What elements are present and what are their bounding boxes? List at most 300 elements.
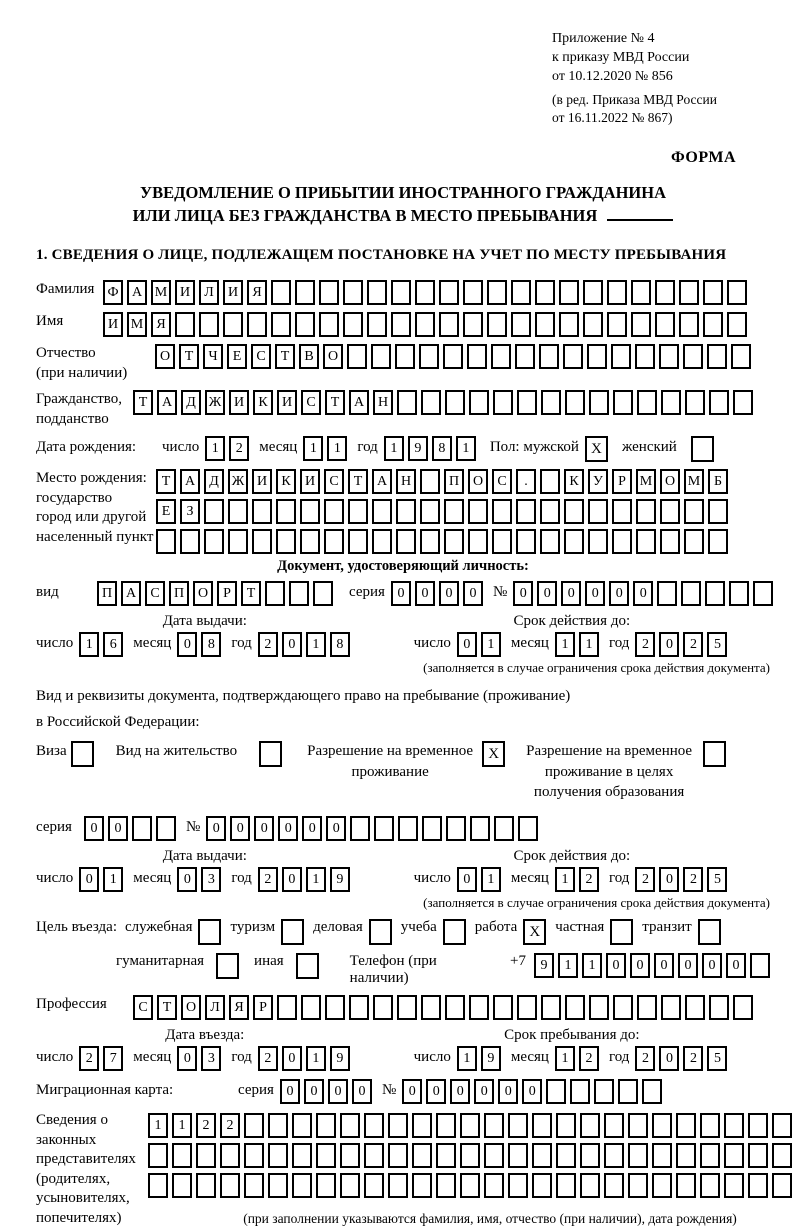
char-cell[interactable]: 2 <box>196 1113 216 1138</box>
char-cell[interactable] <box>204 529 224 554</box>
char-cell[interactable]: 0 <box>630 953 650 978</box>
char-cell[interactable] <box>340 1173 360 1198</box>
char-cell[interactable] <box>412 1113 432 1138</box>
char-cell[interactable] <box>446 816 466 841</box>
char-cell[interactable]: Е <box>156 499 176 524</box>
char-cell[interactable] <box>199 312 219 337</box>
char-cell[interactable] <box>563 344 583 369</box>
char-cell[interactable]: 9 <box>330 1046 350 1071</box>
char-cell[interactable]: 0 <box>84 816 104 841</box>
char-cell[interactable] <box>487 280 507 305</box>
char-cell[interactable] <box>580 1113 600 1138</box>
char-cell[interactable] <box>367 280 387 305</box>
char-cell[interactable]: Р <box>217 581 237 606</box>
char-cell[interactable] <box>642 1079 662 1104</box>
char-cell[interactable] <box>460 1143 480 1168</box>
purpose-work-checkbox[interactable]: X <box>523 919 546 945</box>
char-cell[interactable]: 1 <box>579 632 599 657</box>
char-cell[interactable]: 2 <box>579 867 599 892</box>
char-cell[interactable] <box>661 995 681 1020</box>
char-cell[interactable]: 1 <box>148 1113 168 1138</box>
char-cell[interactable] <box>676 1143 696 1168</box>
char-cell[interactable]: 0 <box>659 1046 679 1071</box>
char-cell[interactable] <box>583 280 603 305</box>
char-cell[interactable] <box>324 499 344 524</box>
char-cell[interactable] <box>463 280 483 305</box>
char-cell[interactable] <box>607 312 627 337</box>
char-cell[interactable]: 0 <box>206 816 226 841</box>
char-cell[interactable]: 2 <box>635 867 655 892</box>
char-cell[interactable]: 1 <box>306 1046 326 1071</box>
char-cell[interactable] <box>271 280 291 305</box>
char-cell[interactable]: Е <box>227 344 247 369</box>
char-cell[interactable]: 0 <box>678 953 698 978</box>
char-cell[interactable]: 2 <box>635 1046 655 1071</box>
char-cell[interactable]: 6 <box>103 632 123 657</box>
char-cell[interactable] <box>244 1143 264 1168</box>
temp-residence-edu-checkbox[interactable] <box>703 741 726 767</box>
char-cell[interactable]: П <box>169 581 189 606</box>
char-cell[interactable] <box>516 499 536 524</box>
char-cell[interactable]: Л <box>205 995 225 1020</box>
char-cell[interactable] <box>589 995 609 1020</box>
char-cell[interactable]: К <box>564 469 584 494</box>
char-cell[interactable]: К <box>253 390 273 415</box>
char-cell[interactable]: 0 <box>415 581 435 606</box>
residence-permit-checkbox[interactable] <box>259 741 282 767</box>
char-cell[interactable] <box>364 1143 384 1168</box>
char-cell[interactable] <box>268 1173 288 1198</box>
char-cell[interactable]: С <box>301 390 321 415</box>
char-cell[interactable]: Т <box>275 344 295 369</box>
char-cell[interactable] <box>724 1113 744 1138</box>
char-cell[interactable] <box>300 499 320 524</box>
char-cell[interactable] <box>540 469 560 494</box>
char-cell[interactable] <box>659 344 679 369</box>
char-cell[interactable] <box>180 529 200 554</box>
char-cell[interactable] <box>493 390 513 415</box>
char-cell[interactable] <box>319 312 339 337</box>
char-cell[interactable] <box>733 390 753 415</box>
char-cell[interactable]: 0 <box>463 581 483 606</box>
char-cell[interactable]: И <box>175 280 195 305</box>
char-cell[interactable] <box>277 995 297 1020</box>
char-cell[interactable]: И <box>277 390 297 415</box>
char-cell[interactable]: 0 <box>280 1079 300 1104</box>
char-cell[interactable] <box>148 1173 168 1198</box>
char-cell[interactable] <box>604 1173 624 1198</box>
purpose-other-checkbox[interactable] <box>296 953 319 979</box>
char-cell[interactable] <box>636 499 656 524</box>
char-cell[interactable] <box>539 344 559 369</box>
char-cell[interactable] <box>469 995 489 1020</box>
char-cell[interactable] <box>340 1113 360 1138</box>
char-cell[interactable] <box>660 529 680 554</box>
char-cell[interactable] <box>685 995 705 1020</box>
char-cell[interactable]: 0 <box>108 816 128 841</box>
char-cell[interactable] <box>460 1173 480 1198</box>
char-cell[interactable] <box>388 1143 408 1168</box>
char-cell[interactable]: Я <box>151 312 171 337</box>
temp-residence-checkbox[interactable]: X <box>482 741 505 767</box>
char-cell[interactable] <box>292 1173 312 1198</box>
char-cell[interactable] <box>316 1143 336 1168</box>
char-cell[interactable] <box>343 280 363 305</box>
char-cell[interactable]: 3 <box>201 1046 221 1071</box>
char-cell[interactable] <box>374 816 394 841</box>
char-cell[interactable] <box>420 529 440 554</box>
char-cell[interactable]: Т <box>241 581 261 606</box>
char-cell[interactable]: А <box>349 390 369 415</box>
char-cell[interactable]: 2 <box>683 1046 703 1071</box>
char-cell[interactable] <box>588 529 608 554</box>
char-cell[interactable] <box>228 529 248 554</box>
char-cell[interactable] <box>727 280 747 305</box>
char-cell[interactable] <box>340 1143 360 1168</box>
char-cell[interactable] <box>347 344 367 369</box>
char-cell[interactable] <box>535 312 555 337</box>
char-cell[interactable] <box>463 312 483 337</box>
char-cell[interactable] <box>415 280 435 305</box>
char-cell[interactable] <box>628 1113 648 1138</box>
char-cell[interactable]: 1 <box>456 436 476 461</box>
char-cell[interactable]: 2 <box>258 867 278 892</box>
char-cell[interactable] <box>583 312 603 337</box>
char-cell[interactable]: Я <box>247 280 267 305</box>
char-cell[interactable] <box>546 1079 566 1104</box>
char-cell[interactable] <box>612 499 632 524</box>
char-cell[interactable] <box>276 499 296 524</box>
char-cell[interactable] <box>421 390 441 415</box>
gender-male-checkbox[interactable]: X <box>585 436 608 462</box>
char-cell[interactable] <box>148 1143 168 1168</box>
char-cell[interactable]: 1 <box>558 953 578 978</box>
char-cell[interactable] <box>372 499 392 524</box>
char-cell[interactable]: 0 <box>402 1079 422 1104</box>
char-cell[interactable]: 0 <box>609 581 629 606</box>
char-cell[interactable] <box>515 344 535 369</box>
char-cell[interactable] <box>372 529 392 554</box>
char-cell[interactable] <box>684 529 704 554</box>
char-cell[interactable] <box>700 1143 720 1168</box>
char-cell[interactable] <box>618 1079 638 1104</box>
char-cell[interactable] <box>750 953 770 978</box>
char-cell[interactable] <box>540 499 560 524</box>
char-cell[interactable]: А <box>127 280 147 305</box>
char-cell[interactable]: С <box>133 995 153 1020</box>
char-cell[interactable] <box>709 390 729 415</box>
char-cell[interactable] <box>517 390 537 415</box>
char-cell[interactable] <box>604 1113 624 1138</box>
char-cell[interactable] <box>612 529 632 554</box>
char-cell[interactable]: И <box>252 469 272 494</box>
char-cell[interactable] <box>570 1079 590 1104</box>
char-cell[interactable]: Ж <box>228 469 248 494</box>
char-cell[interactable]: 2 <box>258 632 278 657</box>
char-cell[interactable] <box>724 1173 744 1198</box>
char-cell[interactable]: Н <box>396 469 416 494</box>
char-cell[interactable] <box>439 280 459 305</box>
char-cell[interactable]: О <box>193 581 213 606</box>
purpose-transit-checkbox[interactable] <box>698 919 721 945</box>
char-cell[interactable] <box>247 312 267 337</box>
char-cell[interactable] <box>470 816 490 841</box>
char-cell[interactable] <box>391 312 411 337</box>
char-cell[interactable]: С <box>251 344 271 369</box>
purpose-humanitarian-checkbox[interactable] <box>216 953 239 979</box>
char-cell[interactable]: 0 <box>474 1079 494 1104</box>
char-cell[interactable] <box>276 529 296 554</box>
char-cell[interactable]: Т <box>348 469 368 494</box>
char-cell[interactable] <box>556 1143 576 1168</box>
char-cell[interactable]: 8 <box>201 632 221 657</box>
char-cell[interactable]: С <box>145 581 165 606</box>
char-cell[interactable] <box>661 390 681 415</box>
char-cell[interactable] <box>316 1173 336 1198</box>
char-cell[interactable] <box>652 1143 672 1168</box>
char-cell[interactable] <box>445 995 465 1020</box>
char-cell[interactable] <box>541 390 561 415</box>
char-cell[interactable] <box>518 816 538 841</box>
char-cell[interactable]: П <box>444 469 464 494</box>
char-cell[interactable] <box>535 280 555 305</box>
char-cell[interactable] <box>295 280 315 305</box>
char-cell[interactable]: 1 <box>306 632 326 657</box>
char-cell[interactable]: 9 <box>408 436 428 461</box>
char-cell[interactable]: 1 <box>555 632 575 657</box>
purpose-tourism-checkbox[interactable] <box>281 919 304 945</box>
char-cell[interactable] <box>511 312 531 337</box>
char-cell[interactable]: 0 <box>654 953 674 978</box>
char-cell[interactable] <box>727 312 747 337</box>
char-cell[interactable] <box>607 280 627 305</box>
char-cell[interactable] <box>613 995 633 1020</box>
char-cell[interactable]: О <box>323 344 343 369</box>
char-cell[interactable]: 0 <box>522 1079 542 1104</box>
char-cell[interactable]: О <box>660 469 680 494</box>
char-cell[interactable] <box>421 995 441 1020</box>
char-cell[interactable]: Ф <box>103 280 123 305</box>
char-cell[interactable] <box>508 1113 528 1138</box>
char-cell[interactable] <box>420 499 440 524</box>
char-cell[interactable] <box>733 995 753 1020</box>
char-cell[interactable] <box>493 995 513 1020</box>
char-cell[interactable]: В <box>299 344 319 369</box>
char-cell[interactable] <box>511 280 531 305</box>
char-cell[interactable] <box>494 816 514 841</box>
char-cell[interactable] <box>604 1143 624 1168</box>
char-cell[interactable]: 1 <box>79 632 99 657</box>
char-cell[interactable] <box>350 816 370 841</box>
char-cell[interactable]: 0 <box>177 632 197 657</box>
char-cell[interactable]: 2 <box>683 867 703 892</box>
char-cell[interactable] <box>301 995 321 1020</box>
char-cell[interactable]: 0 <box>457 632 477 657</box>
char-cell[interactable] <box>324 529 344 554</box>
char-cell[interactable] <box>388 1113 408 1138</box>
char-cell[interactable]: М <box>151 280 171 305</box>
char-cell[interactable]: 0 <box>726 953 746 978</box>
char-cell[interactable]: А <box>180 469 200 494</box>
char-cell[interactable] <box>220 1143 240 1168</box>
char-cell[interactable] <box>397 390 417 415</box>
char-cell[interactable]: 2 <box>258 1046 278 1071</box>
char-cell[interactable]: 2 <box>79 1046 99 1071</box>
char-cell[interactable] <box>348 529 368 554</box>
char-cell[interactable] <box>156 816 176 841</box>
char-cell[interactable] <box>196 1143 216 1168</box>
char-cell[interactable]: 0 <box>561 581 581 606</box>
char-cell[interactable] <box>292 1143 312 1168</box>
char-cell[interactable]: 2 <box>683 632 703 657</box>
char-cell[interactable] <box>532 1143 552 1168</box>
char-cell[interactable] <box>748 1113 768 1138</box>
char-cell[interactable] <box>637 390 657 415</box>
char-cell[interactable] <box>631 312 651 337</box>
char-cell[interactable] <box>564 529 584 554</box>
char-cell[interactable]: И <box>229 390 249 415</box>
char-cell[interactable]: 0 <box>450 1079 470 1104</box>
char-cell[interactable]: 1 <box>555 867 575 892</box>
char-cell[interactable] <box>244 1173 264 1198</box>
char-cell[interactable]: 8 <box>432 436 452 461</box>
char-cell[interactable] <box>705 581 725 606</box>
char-cell[interactable]: Т <box>179 344 199 369</box>
char-cell[interactable] <box>541 995 561 1020</box>
char-cell[interactable] <box>708 529 728 554</box>
char-cell[interactable] <box>313 581 333 606</box>
char-cell[interactable] <box>652 1173 672 1198</box>
char-cell[interactable] <box>628 1173 648 1198</box>
char-cell[interactable] <box>484 1143 504 1168</box>
char-cell[interactable] <box>683 344 703 369</box>
char-cell[interactable] <box>679 312 699 337</box>
char-cell[interactable] <box>268 1143 288 1168</box>
char-cell[interactable] <box>772 1173 792 1198</box>
char-cell[interactable] <box>594 1079 614 1104</box>
char-cell[interactable] <box>175 312 195 337</box>
char-cell[interactable]: 0 <box>282 867 302 892</box>
char-cell[interactable]: 0 <box>659 632 679 657</box>
char-cell[interactable] <box>753 581 773 606</box>
char-cell[interactable]: 1 <box>103 867 123 892</box>
purpose-private-checkbox[interactable] <box>610 919 633 945</box>
char-cell[interactable] <box>508 1143 528 1168</box>
char-cell[interactable]: 0 <box>177 1046 197 1071</box>
char-cell[interactable] <box>731 344 751 369</box>
char-cell[interactable] <box>268 1113 288 1138</box>
char-cell[interactable] <box>681 581 701 606</box>
char-cell[interactable]: А <box>157 390 177 415</box>
char-cell[interactable]: 1 <box>384 436 404 461</box>
char-cell[interactable]: 7 <box>103 1046 123 1071</box>
char-cell[interactable] <box>252 499 272 524</box>
char-cell[interactable] <box>295 312 315 337</box>
char-cell[interactable] <box>540 529 560 554</box>
char-cell[interactable]: . <box>516 469 536 494</box>
char-cell[interactable]: Р <box>612 469 632 494</box>
char-cell[interactable] <box>395 344 415 369</box>
char-cell[interactable]: 0 <box>254 816 274 841</box>
char-cell[interactable]: 0 <box>302 816 322 841</box>
char-cell[interactable]: 8 <box>330 632 350 657</box>
char-cell[interactable]: Ж <box>205 390 225 415</box>
char-cell[interactable] <box>396 499 416 524</box>
char-cell[interactable] <box>316 1113 336 1138</box>
char-cell[interactable] <box>772 1113 792 1138</box>
char-cell[interactable]: 1 <box>555 1046 575 1071</box>
char-cell[interactable]: 0 <box>498 1079 518 1104</box>
char-cell[interactable] <box>748 1143 768 1168</box>
char-cell[interactable] <box>707 344 727 369</box>
char-cell[interactable] <box>709 995 729 1020</box>
char-cell[interactable] <box>244 1113 264 1138</box>
char-cell[interactable] <box>516 529 536 554</box>
char-cell[interactable]: М <box>636 469 656 494</box>
char-cell[interactable] <box>436 1173 456 1198</box>
char-cell[interactable] <box>492 499 512 524</box>
char-cell[interactable] <box>564 499 584 524</box>
char-cell[interactable]: Р <box>253 995 273 1020</box>
char-cell[interactable] <box>611 344 631 369</box>
char-cell[interactable] <box>265 581 285 606</box>
char-cell[interactable]: 1 <box>327 436 347 461</box>
char-cell[interactable] <box>468 499 488 524</box>
char-cell[interactable] <box>556 1173 576 1198</box>
char-cell[interactable] <box>652 1113 672 1138</box>
char-cell[interactable] <box>772 1143 792 1168</box>
char-cell[interactable] <box>397 995 417 1020</box>
char-cell[interactable]: Т <box>133 390 153 415</box>
char-cell[interactable] <box>196 1173 216 1198</box>
char-cell[interactable]: 0 <box>537 581 557 606</box>
char-cell[interactable]: Т <box>157 995 177 1020</box>
char-cell[interactable] <box>655 312 675 337</box>
char-cell[interactable]: 0 <box>282 1046 302 1071</box>
char-cell[interactable]: А <box>121 581 141 606</box>
char-cell[interactable]: 0 <box>326 816 346 841</box>
char-cell[interactable]: 9 <box>330 867 350 892</box>
char-cell[interactable]: М <box>127 312 147 337</box>
char-cell[interactable] <box>469 390 489 415</box>
char-cell[interactable]: 0 <box>282 632 302 657</box>
char-cell[interactable] <box>445 390 465 415</box>
char-cell[interactable] <box>484 1173 504 1198</box>
char-cell[interactable] <box>271 312 291 337</box>
char-cell[interactable] <box>685 390 705 415</box>
char-cell[interactable]: 2 <box>579 1046 599 1071</box>
char-cell[interactable] <box>676 1113 696 1138</box>
char-cell[interactable] <box>348 499 368 524</box>
char-cell[interactable] <box>364 1113 384 1138</box>
char-cell[interactable] <box>565 995 585 1020</box>
char-cell[interactable]: 0 <box>328 1079 348 1104</box>
char-cell[interactable] <box>748 1173 768 1198</box>
char-cell[interactable] <box>532 1113 552 1138</box>
char-cell[interactable] <box>156 529 176 554</box>
char-cell[interactable] <box>204 499 224 524</box>
char-cell[interactable]: 0 <box>391 581 411 606</box>
char-cell[interactable] <box>444 529 464 554</box>
char-cell[interactable] <box>398 816 418 841</box>
char-cell[interactable] <box>532 1173 552 1198</box>
char-cell[interactable]: 1 <box>172 1113 192 1138</box>
char-cell[interactable] <box>223 312 243 337</box>
char-cell[interactable]: Б <box>708 469 728 494</box>
char-cell[interactable] <box>349 995 369 1020</box>
char-cell[interactable]: 0 <box>278 816 298 841</box>
char-cell[interactable] <box>700 1113 720 1138</box>
